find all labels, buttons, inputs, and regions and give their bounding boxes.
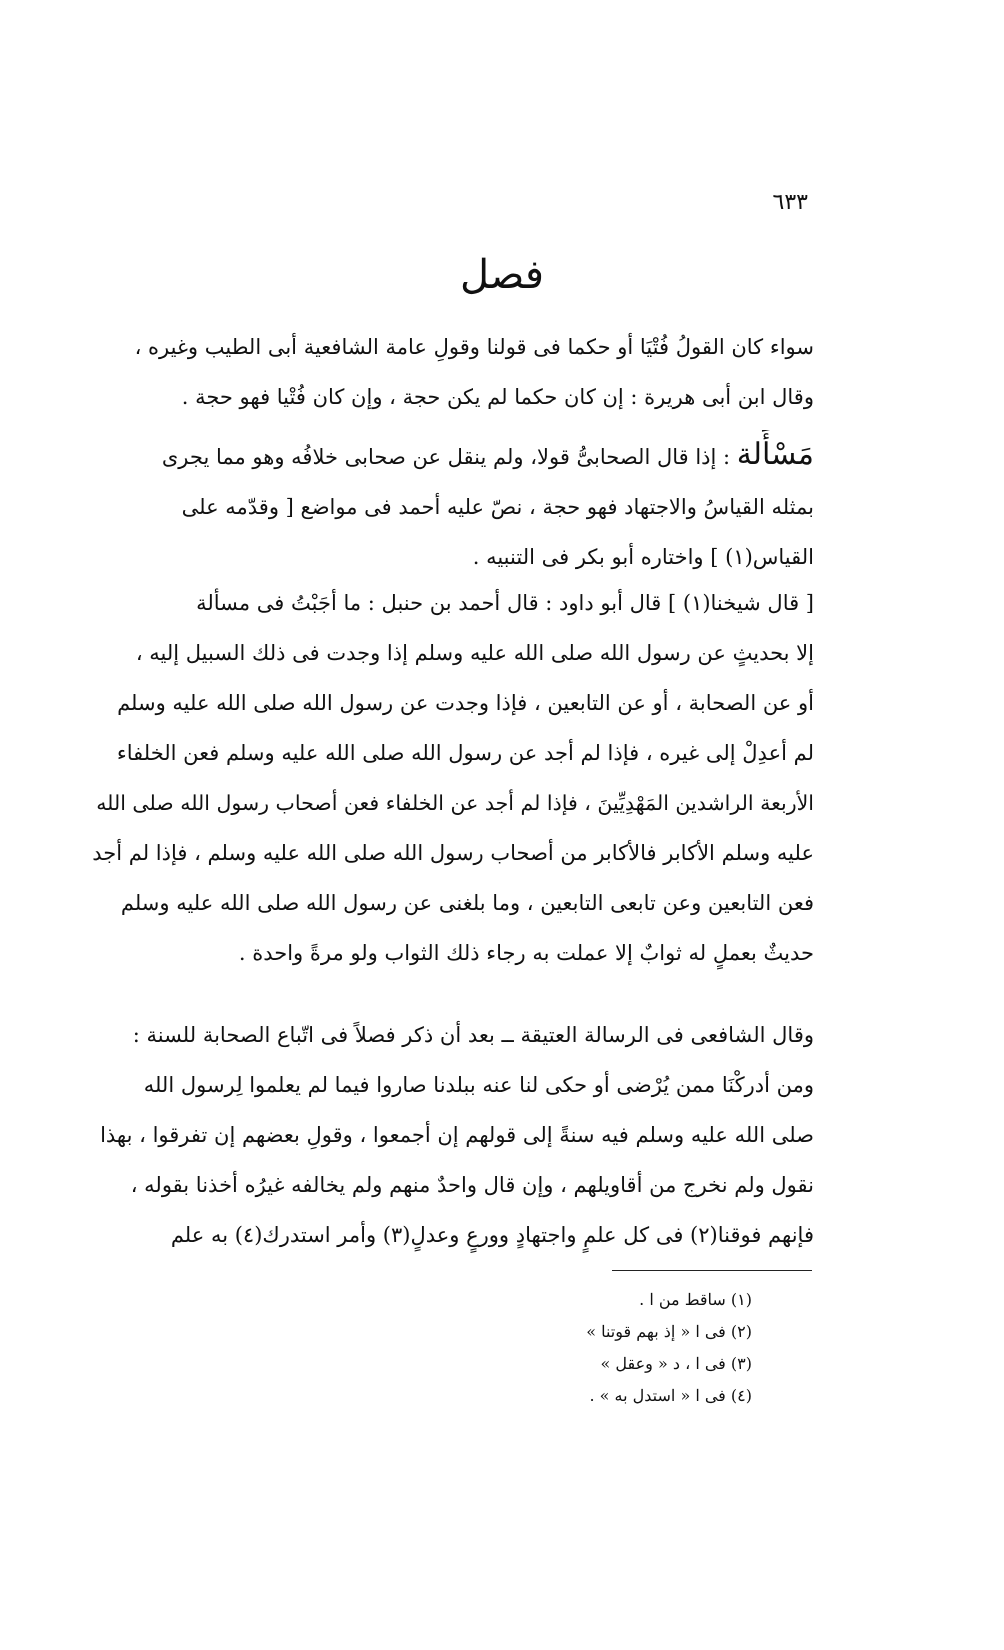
text-line: [ قال شيخنا(١) ] قال أبو داود : قال أحمد بن حنبل : ما أجَبْتُ فى مسألة	[196, 591, 814, 615]
footnote: (٣) فى ا ، د « وعقل »	[600, 1354, 752, 1373]
text-line: لم أعدِلْ إلى غيره ، فإذا لم أجد عن رسول الله صلى الله عليه وسلم فعن الخلفاء	[116, 741, 814, 765]
issue-term: مَسْأَلة	[736, 437, 814, 472]
page-number: ٦٣٣	[772, 190, 808, 215]
text-line: حديثٌ بعملٍ له ثوابٌ إلا عملت به رجاء ذلك الثواب ولو مرةً واحدة .	[238, 941, 814, 965]
text-line: الأربعة الراشدين المَهْدِيِّينَ ، فإذا لم أجد عن الخلفاء فعن أصحاب رسول الله صلى الله	[96, 791, 814, 815]
text-line: فإنهم فوقنا(٢) فى كل علمٍ واجتهادٍ وورعٍ وعدلٍ(٣) وأمر استدرك(٤) به علم	[170, 1223, 814, 1247]
footnotes	[400, 1284, 752, 1412]
paragraph-2	[92, 430, 814, 582]
paragraph-1	[92, 322, 814, 422]
footnote: (١) ساقط من ا .	[639, 1290, 752, 1309]
text-line: وقال ابن أبى هريرة : إن كان حكما لم يكن حجة ، وإن كان فُتْيا فهو حجة .	[181, 385, 814, 409]
text-line: فعن التابعين وعن تابعى التابعين ، وما بلغنى عن رسول الله صلى الله عليه وسلم	[120, 891, 814, 915]
text-line: وقال الشافعى فى الرسالة العتيقة ــ بعد أن ذكر فصلاً فى اتّباع الصحابة للسنة :	[132, 1023, 814, 1047]
text-line: القياس(١) ] واختاره أبو بكر فى التنبيه .	[472, 545, 814, 569]
text-line: أو عن الصحابة ، أو عن التابعين ، فإذا وجدت عن رسول الله صلى الله عليه وسلم	[117, 691, 814, 715]
text-line: بمثله القياسُ والاجتهاد فهو حجة ، نصّ عليه أحمد فى مواضع [ وقدّمه على	[181, 495, 814, 519]
text-line	[92, 430, 814, 482]
paragraph-3	[92, 578, 814, 978]
text-line-content: : إذا قال الصحابىُّ قولا، ولم ينقل عن صحابى خلافُه وهو مما يجرى	[161, 445, 731, 469]
text-line: صلى الله عليه وسلم فيه سنةً إلى قولهم إن أجمعوا ، وقولِ بعضهم إن تفرقوا ، بهذا	[100, 1123, 814, 1147]
text-line: سواء كان القولُ فُتْيَا أو حكما فى قولنا وقولِ عامة الشافعية أبى الطيب وغيره ،	[134, 335, 814, 359]
text-line: ومن أدركْنَا ممن يُرْضى أو حكى لنا عنه ببلدنا صاروا فيما لم يعلموا لِرسول الله	[143, 1073, 814, 1097]
text-line: إلا بحديثٍ عن رسول الله صلى الله عليه وسلم إذا وجدت فى ذلك السبيل إليه ،	[135, 641, 814, 665]
footnote: (٤) فى ا « استدل به » .	[589, 1386, 752, 1405]
text-line: نقول ولم نخرج من أقاويلهم ، وإن قال واحدٌ منهم ولم يخالفه غيرُه أخذنا بقوله ،	[130, 1173, 814, 1197]
footnote: (٢) فى ا « إذ بهم قوتنا »	[586, 1322, 752, 1341]
text-line: عليه وسلم الأكابر فالأكابر من أصحاب رسول الله صلى الله عليه وسلم ، فإذا لم أجد	[92, 841, 814, 865]
footnote-divider	[612, 1270, 812, 1271]
paragraph-4	[92, 1010, 814, 1260]
section-heading: فصل	[459, 252, 545, 298]
